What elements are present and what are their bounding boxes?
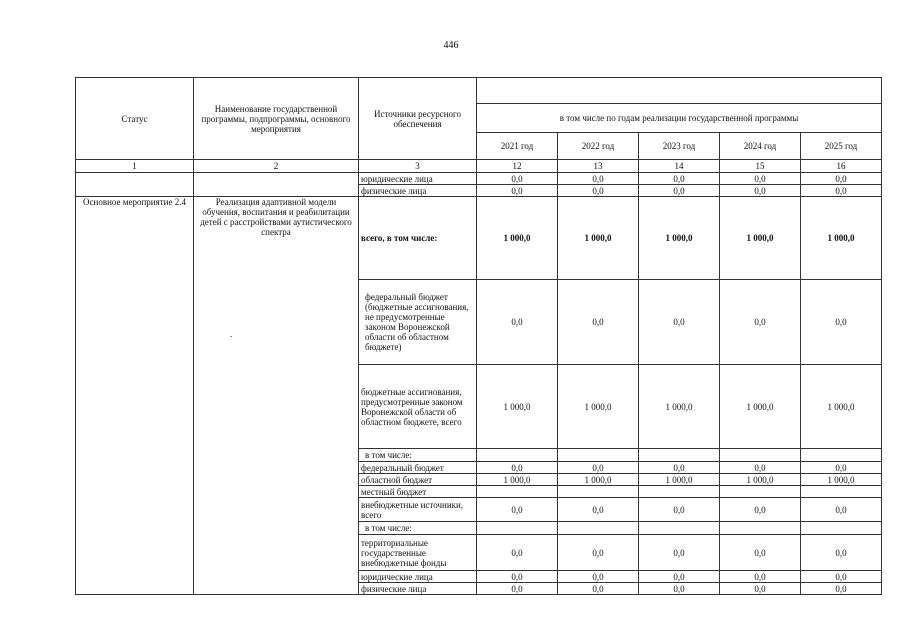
value-cell: 0,0 xyxy=(801,185,882,197)
value-cell: 1 000,0 xyxy=(720,197,801,280)
header-status: Статус xyxy=(76,78,194,160)
value-cell: 0,0 xyxy=(477,571,558,583)
measure-status: Основное мероприятие 2.4 xyxy=(76,197,194,595)
header-year: 2024 год xyxy=(720,133,801,160)
source-label: физические лица xyxy=(359,583,477,595)
prev-status-empty xyxy=(76,173,194,197)
source-label: местный бюджет xyxy=(359,486,477,498)
source-label: в том числе: xyxy=(359,449,477,462)
source-label: физические лица xyxy=(359,185,477,197)
source-label: внебюджетные источники, всего xyxy=(359,498,477,522)
value-cell: 0,0 xyxy=(639,280,720,365)
value-cell xyxy=(801,522,882,535)
header-year: 2022 год xyxy=(558,133,639,160)
value-cell: 1 000,0 xyxy=(720,474,801,486)
value-cell: 0,0 xyxy=(558,498,639,522)
value-cell: 1 000,0 xyxy=(477,474,558,486)
header-by-years: в том числе по годам реализации государственной программы xyxy=(477,104,882,133)
value-cell: 0,0 xyxy=(720,185,801,197)
col-number: 14 xyxy=(639,160,720,173)
value-cell xyxy=(639,449,720,462)
value-cell: 1 000,0 xyxy=(801,365,882,449)
source-label: в том числе: xyxy=(359,522,477,535)
col-number: 1 xyxy=(76,160,194,173)
value-cell: 1 000,0 xyxy=(477,197,558,280)
value-cell: 0,0 xyxy=(720,173,801,185)
measure-name-cell xyxy=(194,197,359,595)
value-cell: 0,0 xyxy=(720,571,801,583)
value-cell: 0,0 xyxy=(477,280,558,365)
value-cell: 1 000,0 xyxy=(477,365,558,449)
value-cell: 0,0 xyxy=(639,462,720,474)
value-cell: 0,0 xyxy=(801,462,882,474)
col-number: 2 xyxy=(194,160,359,173)
header-top-empty xyxy=(477,78,882,104)
value-cell: 0,0 xyxy=(639,498,720,522)
value-cell: 0,0 xyxy=(558,280,639,365)
prev-name-empty xyxy=(194,173,359,197)
value-cell: 1 000,0 xyxy=(558,474,639,486)
header-year: 2023 год xyxy=(639,133,720,160)
measure-name: Реализация адаптивной модели обучения, воспитания и реабилитации детей с расстройствами аутистического спектра xyxy=(200,197,352,237)
value-cell xyxy=(720,449,801,462)
col-number: 3 xyxy=(359,160,477,173)
col-number: 15 xyxy=(720,160,801,173)
value-cell: 0,0 xyxy=(801,173,882,185)
value-cell: 1 000,0 xyxy=(801,474,882,486)
value-cell: 0,0 xyxy=(720,535,801,571)
header-year: 2021 год xyxy=(477,133,558,160)
value-cell xyxy=(558,486,639,498)
table-row xyxy=(76,197,882,280)
value-cell: 0,0 xyxy=(639,535,720,571)
value-cell: 0,0 xyxy=(720,583,801,595)
value-cell: 0,0 xyxy=(558,535,639,571)
value-cell xyxy=(558,449,639,462)
value-cell: 0,0 xyxy=(477,173,558,185)
value-cell: 0,0 xyxy=(558,571,639,583)
value-cell: 0,0 xyxy=(477,185,558,197)
value-cell xyxy=(477,449,558,462)
header-name: Наименование государственной программы, подпрограммы, основного мероприятия xyxy=(194,78,359,160)
header-sources: Источники ресурсного обеспечения xyxy=(359,78,477,160)
source-label: территориальные государственные внебюджетные фонды xyxy=(359,535,477,571)
value-cell xyxy=(720,486,801,498)
source-label: областной бюджет xyxy=(359,474,477,486)
value-cell: 0,0 xyxy=(639,173,720,185)
value-cell xyxy=(477,486,558,498)
value-cell: 1 000,0 xyxy=(639,365,720,449)
value-cell: 0,0 xyxy=(558,173,639,185)
source-label: всего, в том числе: xyxy=(359,197,477,280)
col-number: 12 xyxy=(477,160,558,173)
value-cell xyxy=(558,522,639,535)
value-cell: 0,0 xyxy=(801,280,882,365)
value-cell: 1 000,0 xyxy=(558,197,639,280)
value-cell: 0,0 xyxy=(801,498,882,522)
value-cell: 1 000,0 xyxy=(801,197,882,280)
value-cell: 0,0 xyxy=(801,535,882,571)
value-cell: 0,0 xyxy=(477,462,558,474)
source-label: юридические лица xyxy=(359,571,477,583)
table-row xyxy=(76,173,882,185)
value-cell xyxy=(720,522,801,535)
value-cell: 0,0 xyxy=(477,583,558,595)
value-cell: 0,0 xyxy=(558,462,639,474)
value-cell: 0,0 xyxy=(477,498,558,522)
value-cell xyxy=(639,522,720,535)
value-cell xyxy=(801,449,882,462)
value-cell: 0,0 xyxy=(639,571,720,583)
value-cell: 0,0 xyxy=(720,462,801,474)
value-cell xyxy=(477,522,558,535)
value-cell xyxy=(639,486,720,498)
col-number: 16 xyxy=(801,160,882,173)
value-cell: 0,0 xyxy=(477,535,558,571)
value-cell: 0,0 xyxy=(558,185,639,197)
page-number: 446 xyxy=(443,40,459,51)
value-cell: 0,0 xyxy=(720,498,801,522)
source-label: бюджетные ассигнования, предусмотренные законом Воронежской области об областном бюджете, всего xyxy=(359,365,477,449)
value-cell: 0,0 xyxy=(639,185,720,197)
value-cell: 0,0 xyxy=(801,583,882,595)
source-label: юридические лица xyxy=(359,173,477,185)
value-cell: 1 000,0 xyxy=(639,474,720,486)
col-number: 13 xyxy=(558,160,639,173)
value-cell: 0,0 xyxy=(639,583,720,595)
resource-table xyxy=(75,77,882,595)
value-cell: 0,0 xyxy=(801,571,882,583)
value-cell: 1 000,0 xyxy=(558,365,639,449)
stray-mark: . xyxy=(230,329,233,339)
value-cell: 1 000,0 xyxy=(720,365,801,449)
source-label: федеральный бюджет xyxy=(359,462,477,474)
value-cell: 0,0 xyxy=(720,280,801,365)
value-cell: 1 000,0 xyxy=(639,197,720,280)
value-cell xyxy=(801,486,882,498)
source-label: федеральный бюджет (бюджетные ассигнования, не предусмотренные законом Воронежской области об областном бюджете) xyxy=(359,280,477,365)
value-cell: 0,0 xyxy=(558,583,639,595)
header-year: 2025 год xyxy=(801,133,882,160)
